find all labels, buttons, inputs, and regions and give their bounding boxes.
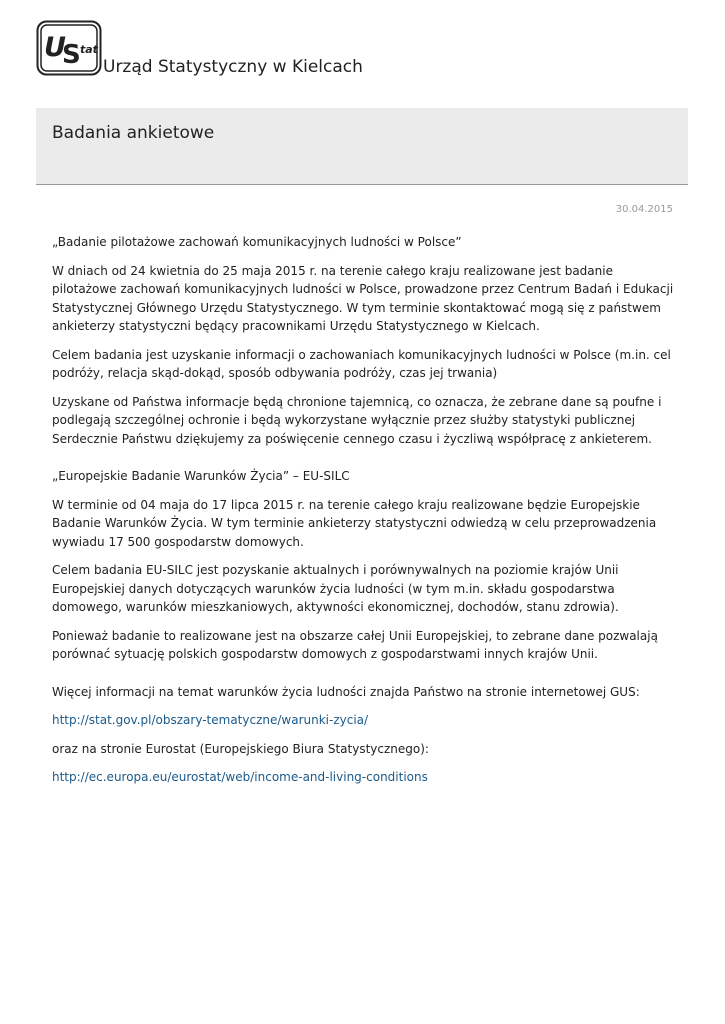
paragraph: Uzyskane od Państwa informacje będą chronione tajemnicą, co oznacza, że zebrane dane są poufne i podlegają szczególnej ochronie i będą wykorzystane wyłącznie przez służby statystyki publicznej Serdecznie Państwu dziękujemy za poświęcenie cennego czasu i życzliwą współpracę z ankieterem. xyxy=(52,394,662,446)
paragraph: Celem badania jest uzyskanie informacji o zachowaniach komunikacyjnych ludności w Polsce (m.in. cel podróży, relacja skąd-dokąd, sposób odbywania podróży, czas jej trwania) xyxy=(52,347,671,380)
more-info-text: Więcej informacji na temat warunków życia ludności znajda Państwo na stronie internetowej GUS: xyxy=(52,684,640,699)
page-title-band xyxy=(36,108,688,185)
publication-date: 30.04.2015 xyxy=(615,204,673,215)
gus-link[interactable]: http://stat.gov.pl/obszary-tematyczne/warunki-zycia/ xyxy=(52,713,369,727)
ustat-logo[interactable] xyxy=(36,20,102,76)
eurostat-intro-text: oraz na stronie Eurostat (Europejskiego Biura Statystycznego): xyxy=(52,741,429,756)
paragraph: Ponieważ badanie to realizowane jest na obszarze całej Unii Europejskiej, to zebrane dane pozwalają porównać sytuację polskich gospodarstw domowych z gospodarstwami innych krajów Unii. xyxy=(52,628,658,661)
section-heading-pilot-survey: „Badanie pilotażowe zachowań komunikacyjnych ludności w Polsce” xyxy=(52,235,462,249)
section-heading-eu-silc: „Europejskie Badanie Warunków Życia” – EU-SILC xyxy=(52,469,350,483)
eurostat-link-paragraph xyxy=(52,768,677,787)
page-header xyxy=(36,20,696,80)
article-body xyxy=(52,233,677,797)
paragraph: Celem badania EU-SILC jest pozyskanie aktualnych i porównywalnych na poziomie krajów Unii Europejskiej danych dotyczących warunków życia ludności (w tym m.in. składu gospodarstwa domowego, warunków mieszkaniowych, aktywności ekonomicznej, dochodów, stanu zdrowia). xyxy=(52,563,619,614)
gus-link-paragraph xyxy=(52,711,677,730)
page-title: Badania ankietowe xyxy=(52,123,215,143)
svg-text:S: S xyxy=(62,40,81,70)
svg-text:U: U xyxy=(44,32,66,63)
eurostat-link[interactable]: http://ec.europa.eu/eurostat/web/income-and-living-conditions xyxy=(52,770,428,784)
svg-text:tat: tat xyxy=(80,43,98,56)
paragraph: W dniach od 24 kwietnia do 25 maja 2015 r. na terenie całego kraju realizowane jest badanie pilotażowe zachowań komunikacyjnych ludności w Polsce, prowadzone przez Centrum Badań i Edukacji Statystycznej Głównego Urzędu Statystycznego. W tym terminie skontaktować mogą się z państwem ankieterzy statystyczni będący pracownikami Urzędu Statystycznego w Kielcach. xyxy=(52,263,674,333)
paragraph: W terminie od 04 maja do 17 lipca 2015 r. na terenie całego kraju realizowane będzie Europejskie Badanie Warunków Życia. W tym terminie ankieterzy statystyczni odwiedzą w celu przeprowadzenia wywiadu 17 500 gospodarstw domowych. xyxy=(52,497,657,549)
organization-name[interactable]: Urząd Statystyczny w Kielcach xyxy=(103,57,363,77)
